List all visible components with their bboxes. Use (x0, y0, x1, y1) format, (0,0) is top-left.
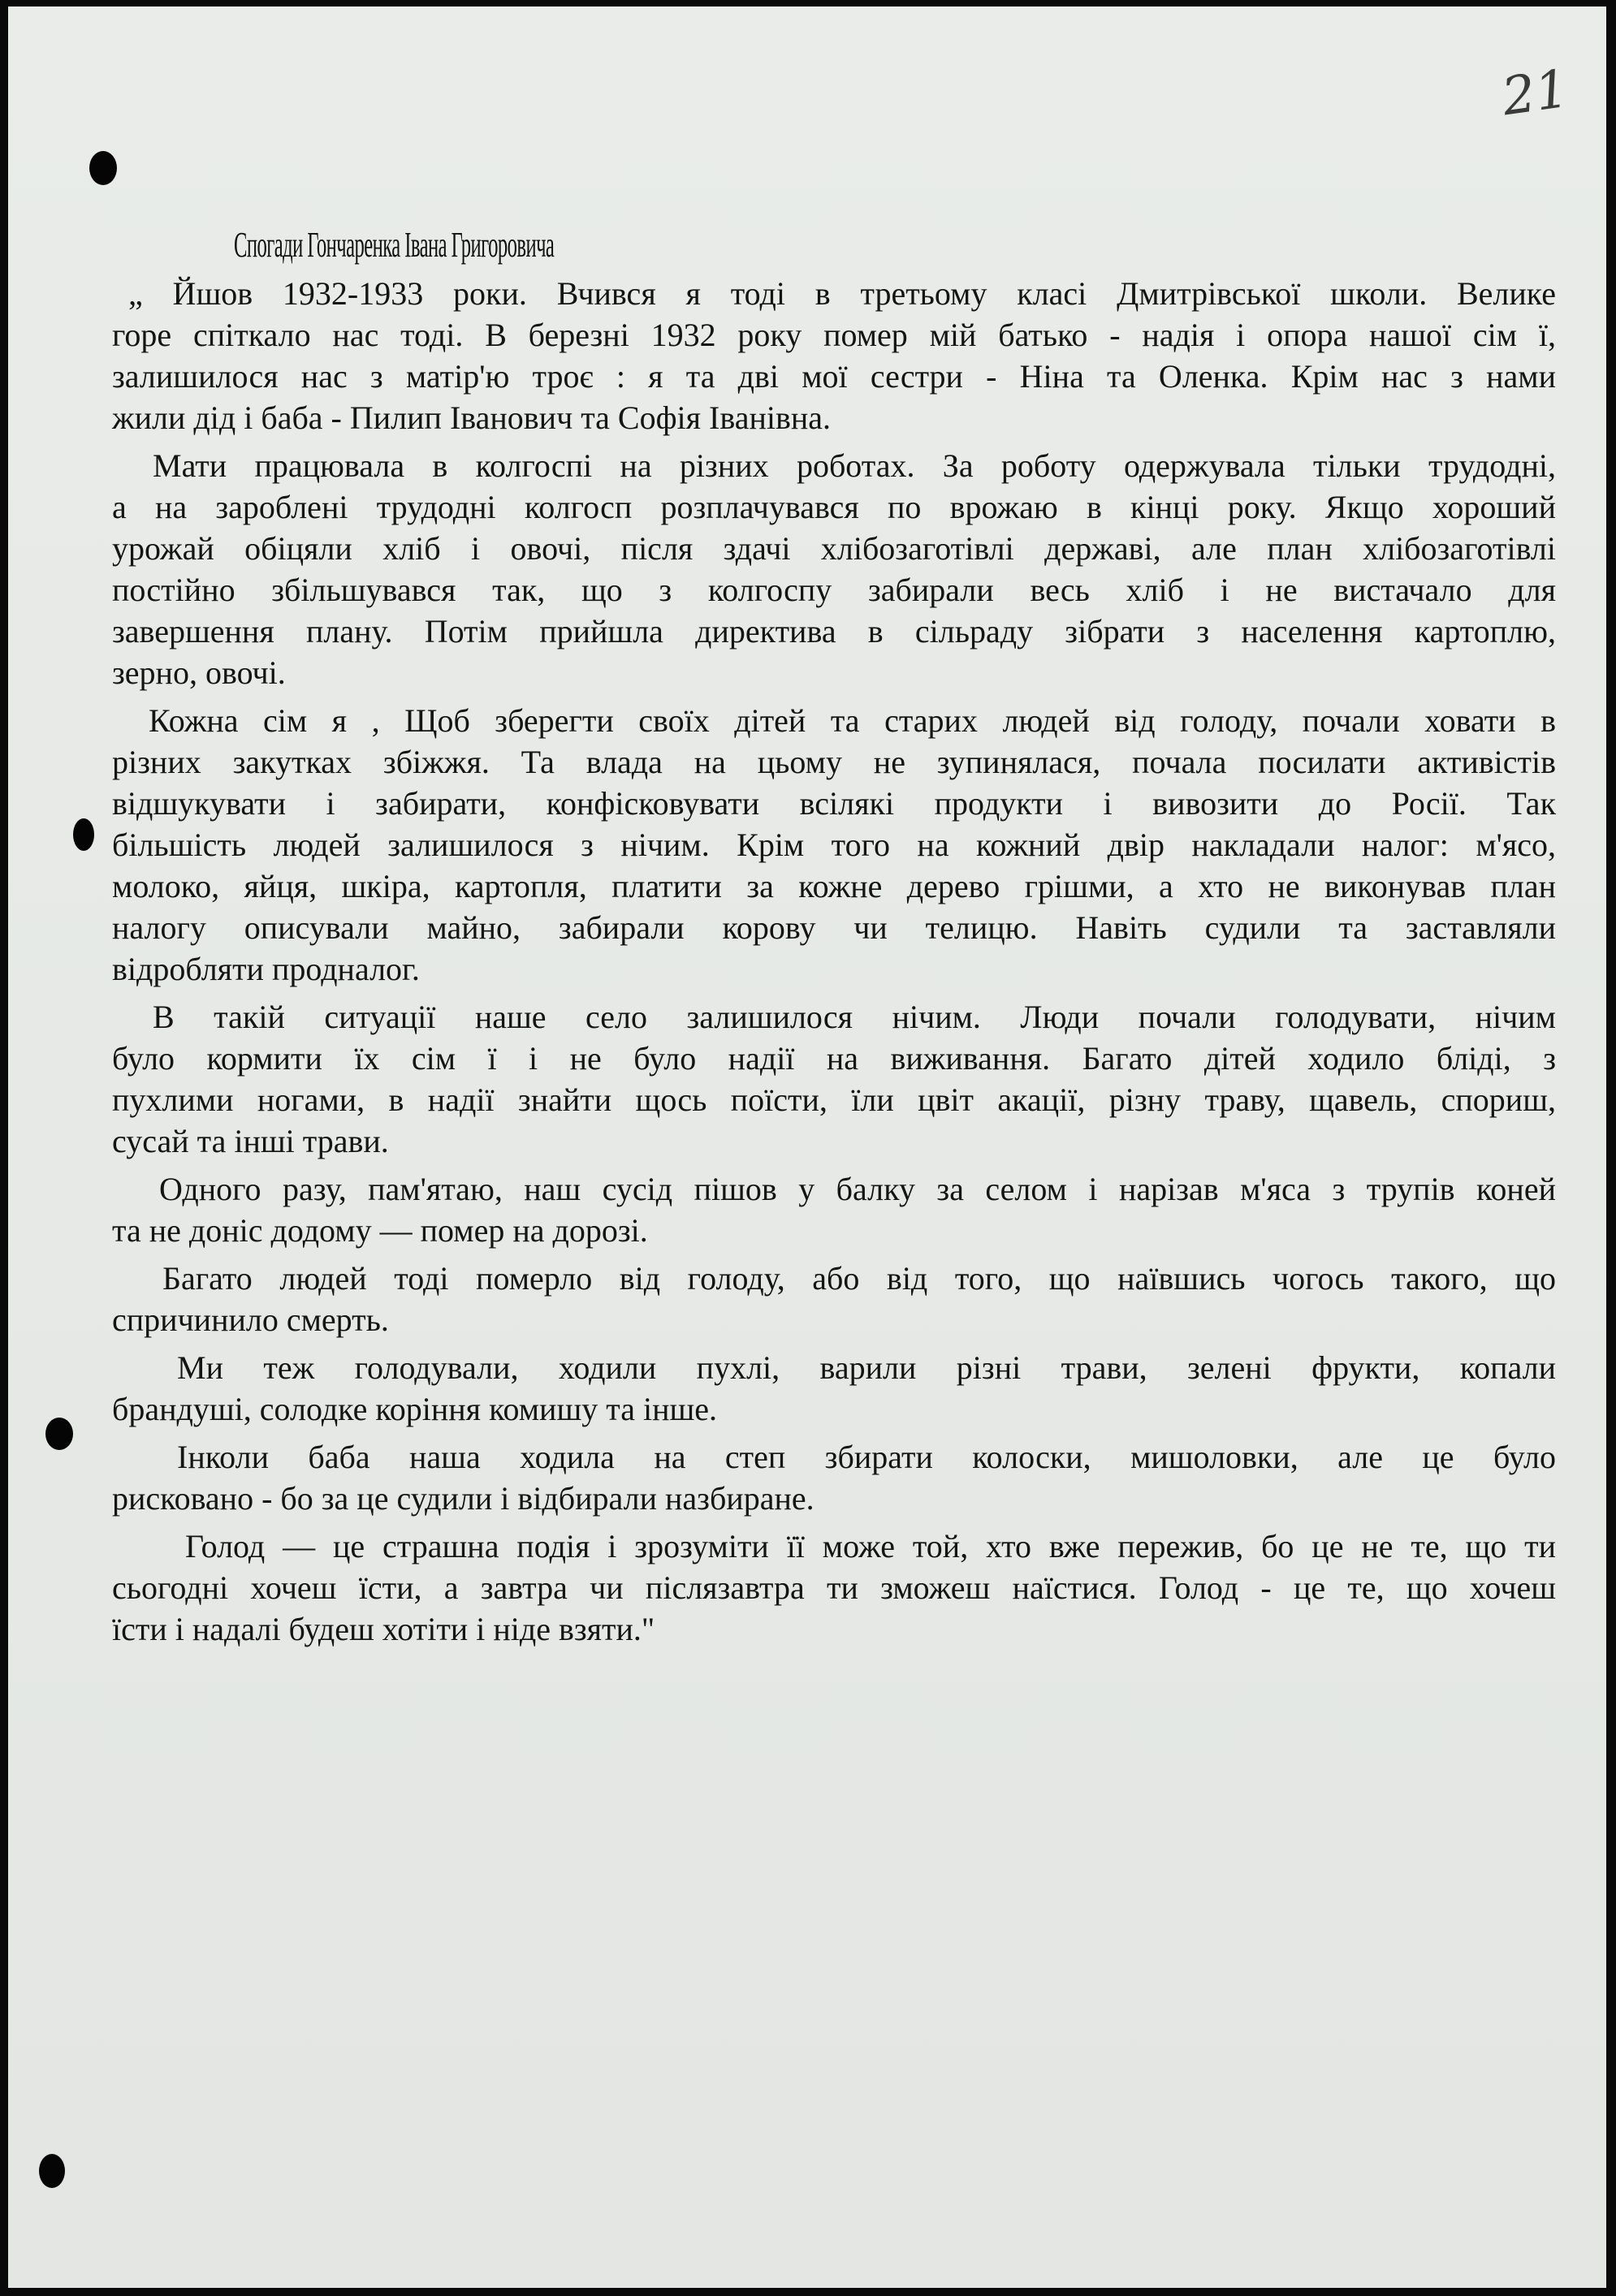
text-line: Кожна сім я , Щоб зберегти своїх дітей та старих людей від голоду, почали ховати в (149, 702, 1556, 739)
text-line: Мати працювала в колгоспі на різних роботах. За роботу одержувала тільки трудодні, (153, 447, 1556, 484)
paragraph (112, 996, 1556, 1162)
punch-hole-icon (45, 1418, 73, 1450)
paragraph (112, 1526, 1556, 1650)
text-line: горе спіткало нас тоді. В березні 1932 року помер мій батько - надія і опора нашої сім ї, (112, 317, 1556, 353)
document-page (8, 6, 1606, 2288)
text-line: рисковано - бо за це судили і відбирали назбиране. (112, 1480, 814, 1517)
document-title: Спогади Гончаренка Івана Григоровича (234, 225, 555, 265)
text-line: Голод — це страшна подія і зрозуміти її може той, хто вже пережив, бо це не те, що ти (185, 1528, 1556, 1564)
text-line: а на зароблені трудодні колгосп розплачувався по врожаю в кінці року. Якщо хороший (112, 489, 1556, 525)
text-line: зерно, овочі. (112, 654, 286, 691)
text-line: завершення плану. Потім прийшла директива в сільраду зібрати з населення картоплю, (112, 613, 1556, 650)
text-line: пухлими ногами, в надії знайти щось поїсти, їли цвіт акації, різну траву, щавель, спориш, (112, 1081, 1556, 1118)
text-line: відшукувати і забирати, конфісковувати всілякі продукти і вивозити до Росії. Так (112, 785, 1556, 822)
text-line: В такій ситуації наше село залишилося нічим. Люди почали голодувати, нічим (153, 999, 1556, 1035)
text-line: урожай обіцяли хліб і овочі, після здачі хлібозаготівлі державі, але план хлібозаготівлі (112, 530, 1556, 567)
text-line: налогу описували майно, забирали корову чи телицю. Навіть судили та заставляли (112, 909, 1556, 946)
paragraph (112, 700, 1556, 990)
paragraph (112, 1168, 1556, 1251)
punch-hole-icon (39, 2154, 65, 2188)
text-line: постійно збільшувався так, що з колгоспу забирали весь хліб і не вистачало для (112, 572, 1556, 608)
paragraph (112, 273, 1556, 438)
text-line: брандуші, солодке коріння комишу та інше. (112, 1391, 718, 1427)
text-line: відробляти продналог. (112, 951, 420, 987)
text-line: більшість людей залишилося з нічим. Крім того на кожний двір накладали налог: м'ясо, (112, 826, 1556, 863)
text-line: та не доніс додому — помер на дорозі. (112, 1212, 648, 1249)
text-line: Інколи баба наша ходила на степ збирати колоски, мишоловки, але це було (177, 1439, 1556, 1475)
paragraph (112, 445, 1556, 693)
text-line: сьогодні хочеш їсти, а завтра чи післязавтра ти зможеш наїстися. Голод - це те, що хочеш (112, 1569, 1556, 1606)
text-line: їсти і надалі будеш хотіти і ніде взяти." (112, 1611, 655, 1647)
text-line: Багато людей тоді померло від голоду, або від того, що наївшись чогось такого, що (162, 1260, 1556, 1297)
paragraph (112, 1347, 1556, 1430)
text-line: було кормити їх сім ї і не було надії на виживання. Багато дітей ходило бліді, з (112, 1040, 1556, 1077)
text-line: залишилося нас з матір'ю троє : я та дві мої сестри - Ніна та Оленка. Крім нас з нами (112, 358, 1556, 395)
text-line: Ми теж голодували, ходили пухлі, варили різні трави, зелені фрукти, копали (177, 1349, 1556, 1386)
memoir-text (112, 273, 1556, 1656)
text-line: різних закутках збіжжя. Та влада на цьому не зупинялася, почала посилати активістів (112, 744, 1556, 780)
text-line: спричинило смерть. (112, 1301, 389, 1338)
text-line: молоко, яйця, шкіра, картопля, платити за кожне дерево грішми, а хто не виконував план (112, 868, 1556, 904)
paragraph (112, 1436, 1556, 1519)
handwritten-page-number: 21 (1498, 58, 1573, 128)
text-line: жили дід і баба - Пилип Іванович та Софія Іванівна. (112, 399, 832, 436)
punch-hole-icon (73, 818, 94, 851)
text-line: сусай та інші трави. (112, 1123, 389, 1159)
text-line: „ Йшов 1932-1933 роки. Вчився я тоді в третьому класі Дмитрівської школи. Велике (128, 275, 1556, 312)
paragraph (112, 1258, 1556, 1340)
punch-hole-icon (89, 151, 117, 185)
text-line: Одного разу, пам'ятаю, наш сусід пішов у балку за селом і нарізав м'яса з трупів коней (159, 1171, 1556, 1207)
